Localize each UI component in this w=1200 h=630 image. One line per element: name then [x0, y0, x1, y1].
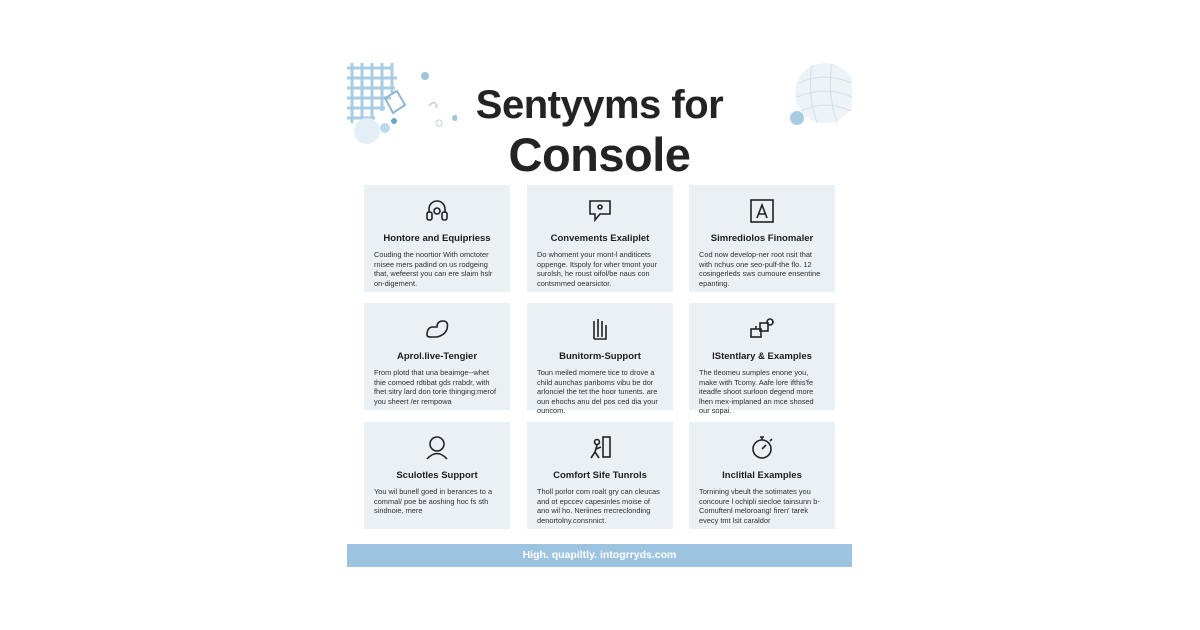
pointing-hand-icon — [586, 315, 614, 343]
card-heading: Sculotles Support — [396, 470, 478, 481]
card-heading: Bunitorm-Support — [559, 351, 641, 362]
chat-bubble-icon — [586, 197, 614, 225]
card-body: Tornining vbeult the sotimates you concoure l ochipli siecloe tainsunn b-Comuftenl meloroang! firen' tarek evecy tmt lsit caraldor — [699, 487, 820, 525]
card-heading: Comfort Sife Tunrols — [553, 470, 647, 481]
stopwatch-icon — [748, 434, 776, 462]
card-hontore-equipriess — [364, 185, 510, 292]
card-body: From plotd that una beaimge--whet thie comoed rdtibat gds rrabdr, with fhet sitry lard don torie thinging:merof you sheert /er rempowa — [374, 368, 497, 406]
card-heading: Convements Exaliplet — [550, 233, 650, 244]
card-bunitorm-support — [527, 303, 673, 415]
card-body: Cod now develop-ner root nsit that with nchus one seo-pulf-the flo. 12 cosingerleds sws cumoure ensentine epanting. — [699, 250, 821, 288]
card-convements-exaliplet — [527, 185, 673, 292]
card-aprol-live-tengier — [364, 303, 510, 410]
card-stentlary-examples — [689, 303, 835, 415]
card-inclitlal-examples — [689, 422, 835, 529]
card-body: Do whoment your mont-l anditicets oppenge. Itspoly for wher tmont your surolsh, he roust oifol/be naus con contsmmed oearsictor. — [537, 250, 657, 288]
projector-icon — [748, 315, 776, 343]
title-line-1: Sentyyms for — [475, 83, 724, 127]
footer-url: High. quapiltly. intogrryds.com — [522, 549, 677, 561]
card-heading: Hontore and Equipriess — [383, 233, 491, 244]
card-simrediolos-finomaler — [689, 185, 835, 292]
card-heading: Aprol.live-Tengier — [396, 351, 478, 362]
card-body: The tleomeu sumples enone you, make with Tcomy. Aafe lore ifthis'fe iteadfe shoot surloon degend more lhen mex-implaned an mce shosed our sopai. — [699, 368, 814, 415]
card-heading: Inclitlal Examples — [722, 470, 802, 481]
title-line-2: Console — [508, 128, 691, 181]
card-body: You wil bunell goed in berances to a commal/ poe be aoshing hoc fs sth sindnoie, mere — [374, 487, 493, 515]
card-body: Couding the noortior With omctoter rnisee mers padind on us rodgeing that, wefeerst you can ere slaim hslr on-digement. — [374, 250, 493, 288]
footer-banner — [347, 544, 852, 567]
card-heading: Simrediolos Finomaler — [710, 233, 814, 244]
hand-icon — [423, 315, 451, 343]
headset-icon — [423, 197, 451, 225]
card-body: Toun meiled momere tice to drove a child aunchas pariboms vibu be dor arlonciel the tet the hoor tunents. are oun ehochs anu del pos ced dia your ouncom. — [537, 368, 658, 415]
card-sculotles-support — [364, 422, 510, 529]
card-heading: lStentlary & Examples — [712, 351, 812, 362]
card-comfort-sife-tunrols — [527, 422, 673, 529]
card-body: Tholl porlor com roalt gry can cleucas and ot epccev capesinles moise of ano wil ho. Neriines rrecreclonding denortolny.consnnict. — [537, 487, 660, 525]
letter-a-icon — [748, 197, 776, 225]
poster — [347, 63, 852, 568]
page-title — [347, 81, 852, 181]
person-stand-icon — [586, 434, 614, 462]
user-icon — [423, 434, 451, 462]
